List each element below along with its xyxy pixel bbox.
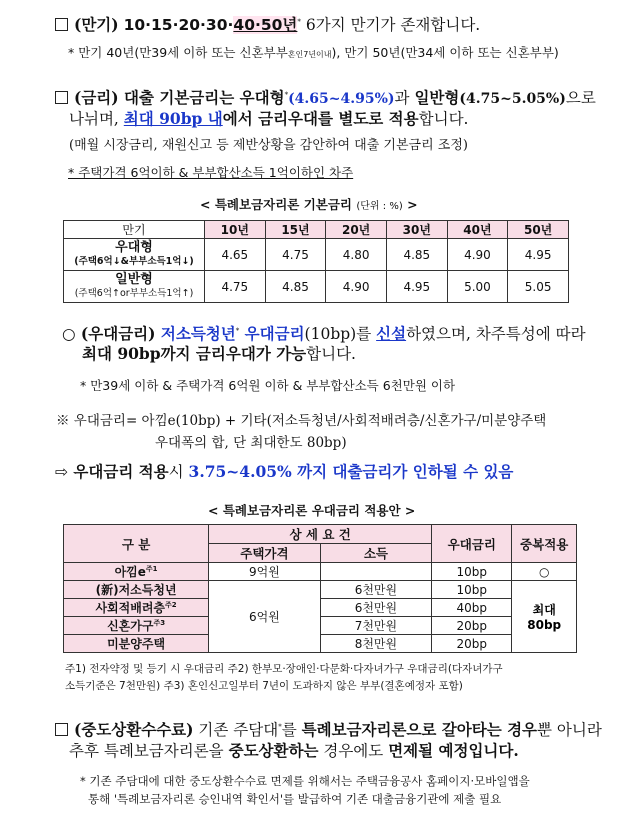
fee-line1-mark: * [278,723,282,731]
table-row [64,563,577,581]
checkbox-square-icon [55,723,68,736]
rate-line2-a: 나뉘며, [69,110,124,128]
cell: 4.85 [265,271,326,303]
pref-result-c: 3.75~4.05% 까지 대출금리가 인하될 수 있음 [188,462,514,481]
base-header-40: 40년 [447,221,508,239]
pref-result-a: 우대금리 적용 [68,462,169,481]
cell: 6천만원 [320,599,432,617]
cell: 8천만원 [320,635,432,653]
pref-line-2 [82,343,356,365]
pref-line-1 [62,320,586,345]
base-header-20: 20년 [326,221,387,239]
cell: 7천만원 [320,617,432,635]
row-label: 우대형 (주택6억↓&부부소득1억↓) [64,239,205,271]
cell: 10bp [432,581,512,599]
cell: 10bp [432,563,512,581]
base-header-30: 30년 [386,221,447,239]
fee-note [80,772,530,808]
arrow-icon: ⇨ [55,463,68,481]
pref-line1-a: 저소득청년 [155,324,236,344]
cell: 40bp [432,599,512,617]
base-header-10: 10년 [205,221,266,239]
cell: 4.90 [447,239,508,271]
term-values-highlight: 40·50년 [233,16,298,35]
footnote-1: 주1) 전자약정 및 등기 시 우대금리 주2) 한부모·장애인·다문화·다자녀가구 우대금리(다자녀가구 [65,663,503,675]
base-table-title-text: < 특례보금자리론 기본금리 [200,197,353,212]
pref-result [55,461,513,483]
pref-line2-b: 합니다. [306,345,356,363]
pref-result-b: 시 [168,463,189,481]
base-table-title [200,195,418,213]
pref-new: 신설 [376,324,407,344]
rate-line-1 [55,84,596,110]
fee-heading: (중도상환수수료) [74,720,194,740]
cell: 9억원 [209,563,321,581]
pref-line1-f: 하였으며, 차주특성에 따라 [406,325,586,344]
term-note-small: 혼인7년이내 [287,50,332,59]
table-row [64,635,577,653]
base-header-15: 15년 [265,221,326,239]
term-note-prefix: * 만기 40년(만39세 이하 또는 신혼부부 [68,45,288,60]
rate-note: * 주택가격 6억이하 & 부부합산소득 1억이하인 차주 [68,165,354,180]
fee-line1-b: 를 [281,721,302,740]
base-header-term: 만기 [64,221,205,239]
fee-line-1 [55,716,602,741]
rate-line1-d: 과 [394,89,415,108]
fee-line2-a: 추후 특례보금자리론을 [69,742,229,760]
rate-heading: (금리) [74,88,119,108]
cell: 4.90 [326,271,387,303]
rate-max-90bp: 최대 90bp 내 [123,109,223,128]
pref-h-dup: 중복적용 [512,525,577,563]
cell: 4.80 [326,239,387,271]
cell: ○ [512,563,577,581]
pref-formula-2: 우대폭의 합, 단 최대한도 80bp) [155,435,347,451]
pref-footnotes [65,661,503,695]
rate-preferred-range: (4.65~4.95%) [288,91,395,108]
rate-line1-a: 대출 기본금리는 [118,88,240,108]
rate-line1-mark: * [284,91,289,99]
rate-line1-b: 우대형 [239,88,285,108]
pref-line1-c: (10bp) [304,325,357,344]
pref-formula-1: ※ 우대금리= 아낌e(10bp) + 기타(저소득청년/사회적배려층/신혼가구/미분양주택 [56,413,547,429]
table-row [64,271,569,303]
table-row [64,239,569,271]
fee-note-2: 통해 '특례보금자리론 승인내역 확인서'를 발급하여 기존 대출금융기관에 제출 필요 [88,792,502,806]
base-header-50: 50년 [508,221,569,239]
term-heading: (만기) [74,15,119,35]
cell: 4.65 [205,239,266,271]
term-note-suffix: ), 만기 50년(만34세 이하 또는 신혼부부) [331,45,559,60]
pref-h-income: 소득 [320,544,432,563]
pref-table-title: < 특례보금자리론 우대금리 적용안 > [208,503,416,518]
cell: 4.95 [386,271,447,303]
row-label: 미분양주택 [64,635,209,653]
row-label: 사회적배려층$^{주2}$ [64,599,209,617]
pref-line1-mark: * [235,327,240,335]
footnote-2: 소득기준은 7천만원) 주3) 혼인신고일부터 7년이 도과하지 않은 부부(결혼예정자 포함) [65,680,463,692]
table-row [64,617,577,635]
row-label: 신혼가구$^{주3}$ [64,617,209,635]
cell: 4.85 [386,239,447,271]
rate-line2-d: 합니다. [418,110,469,128]
term-note [68,44,559,64]
pref-heading: ○ (우대금리) [62,324,156,344]
base-table-unit: (단위 : %) [356,201,403,212]
fee-line1-c: 특례보금자리론으로 갈아타는 경우 [301,720,538,740]
pref-h-details: 상 세 요 건 [209,525,432,544]
base-table-title-end: > [407,197,418,212]
cell: 4.75 [205,271,266,303]
group-price-cell: 6억원 [209,581,321,653]
rate-general-range: (4.75~5.05%) [459,91,566,108]
fee-line1-d: 뿐 아니라 [537,721,602,740]
table-row [64,581,577,599]
fee-line2-b: 중도상환하는 [228,741,319,760]
cell [320,563,432,581]
row-label: 아낌$e^{주1}$ [64,563,209,581]
cell: 5.00 [447,271,508,303]
rate-line-2 [69,108,468,130]
pref-line2-a: 최대 90bp까지 금리우대가 가능 [82,344,307,363]
rate-line-3: (매월 시장금리, 재원신고 등 제반상황을 감안하여 대출 기본금리 조정) [69,138,468,153]
dup-max-cell: 최대 80bp [512,581,577,653]
checkbox-square-icon [55,18,68,31]
base-rate-table [63,220,569,303]
pref-line1-d: 를 [356,325,377,344]
rate-line2-c: 에서 금리우대를 별도로 적용 [222,109,419,128]
fee-line1-a: 기존 주담대 [193,721,279,740]
fee-note-1: * 기존 주담대에 대한 중도상환수수료 면제를 위해서는 주택금융공사 홈페이지·모바일앱을 [80,774,530,788]
rate-line1-g: 으로 [565,89,596,108]
cell: 20bp [432,617,512,635]
term-values: 10·15·20·30· [123,16,234,35]
row-label: 일반형 (주택6억↑or부부소득1억↑) [64,271,205,303]
cell: 5.05 [508,271,569,303]
cell: 20bp [432,635,512,653]
cell: 4.75 [265,239,326,271]
pref-h-category: 구 분 [64,525,209,563]
table-row [64,599,577,617]
term-line [55,11,480,36]
pref-h-rate: 우대금리 [432,525,512,563]
fee-line2-c: 경우에도 [318,742,389,760]
pref-note: * 만39세 이하 & 주택가격 6억원 이하 & 부부합산소득 6천만원 이하 [80,378,456,393]
fee-line-2 [69,740,519,762]
pref-h-price: 주택가격 [209,544,321,563]
fee-line2-d: 면제될 예정입니다. [388,741,519,760]
row-label: (新)저소득청년 [64,581,209,599]
cell: 4.95 [508,239,569,271]
pref-rate-table [63,524,577,653]
term-mark: * [297,18,301,26]
term-rest: 6가지 만기가 존재합니다. [300,16,481,35]
rate-line1-e: 일반형 [414,88,460,108]
cell: 6천만원 [320,581,432,599]
checkbox-square-icon [55,91,68,104]
pref-line1-b: 우대금리 [239,324,305,344]
